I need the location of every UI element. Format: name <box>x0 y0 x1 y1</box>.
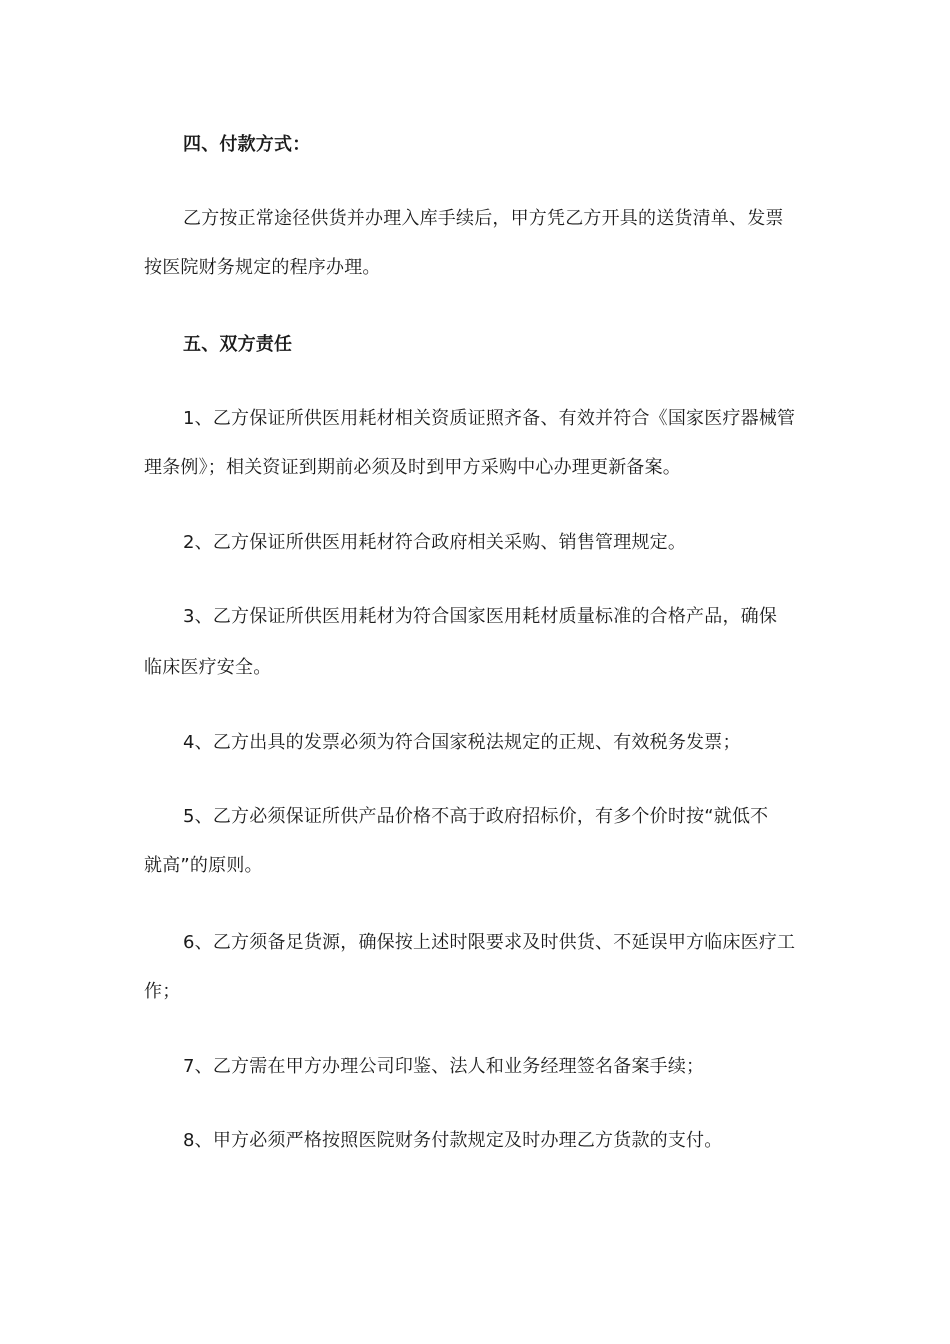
responsibility-item-4-line-1: 4、乙方出具的发票必须为符合国家税法规定的正规、有效税务发票； <box>183 732 741 753</box>
section-heading-responsibilities: 五、双方责任 <box>183 334 293 355</box>
responsibility-item-8-line-1: 8、甲方必须严格按照医院财务付款规定及时办理乙方货款的支付。 <box>183 1130 723 1151</box>
responsibility-item-6-line-1: 6、乙方须备足货源，确保按上述时限要求及时供货、不延误甲方临床医疗工 <box>183 932 796 953</box>
responsibility-item-3-line-2: 临床医疗安全。 <box>144 657 272 678</box>
section-heading-payment: 四、付款方式： <box>183 134 311 155</box>
responsibility-item-1-line-2: 理条例》；相关资证到期前必须及时到甲方采购中心办理更新备案。 <box>144 457 681 478</box>
responsibility-item-3-line-1: 3、乙方保证所供医用耗材为符合国家医用耗材质量标准的合格产品，确保 <box>183 606 778 627</box>
responsibility-item-5-line-2: 就高”的原则。 <box>144 855 263 876</box>
responsibility-item-7-line-1: 7、乙方需在甲方办理公司印鉴、法人和业务经理签名备案手续； <box>183 1056 705 1077</box>
responsibility-item-2-line-1: 2、乙方保证所供医用耗材符合政府相关采购、销售管理规定。 <box>183 532 687 553</box>
responsibility-item-1-line-1: 1、乙方保证所供医用耗材相关资质证照齐备、有效并符合《国家医疗器械管 <box>183 408 796 429</box>
payment-paragraph-line-1: 乙方按正常途径供货并办理入库手续后，甲方凭乙方开具的送货清单、发票 <box>183 208 784 229</box>
responsibility-item-5-line-1: 5、乙方必须保证所供产品价格不高于政府招标价，有多个价时按“就低不 <box>183 806 769 827</box>
responsibility-item-6-line-2: 作； <box>144 981 181 1002</box>
payment-paragraph-line-2: 按医院财务规定的程序办理。 <box>144 257 381 278</box>
